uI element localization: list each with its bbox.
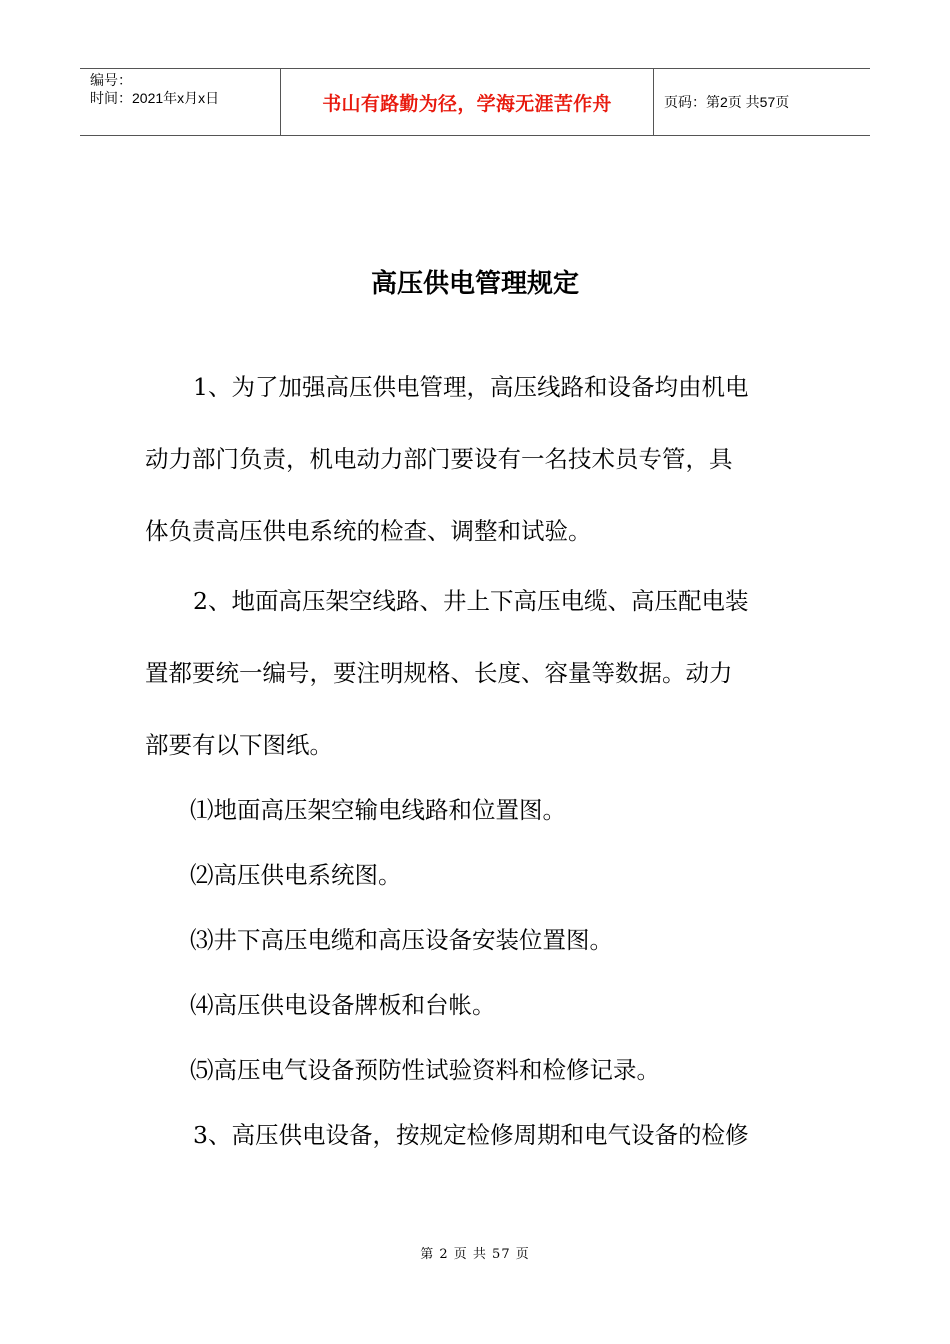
header-page-cell <box>654 69 870 135</box>
body-line: 部要有以下图纸。 <box>145 731 333 759</box>
body-line: 1、为了加强高压供电管理，高压线路和设备均由机电 <box>193 373 749 401</box>
list-item: ⑸高压电气设备预防性试验资料和检修记录。 <box>190 1056 660 1084</box>
body-line: 2、地面高压架空线路、井上下高压电缆、高压配电装 <box>193 587 749 615</box>
header-page-info: 页码：第2页 共57页 <box>664 94 790 110</box>
body-line: 体负责高压供电系统的检查、调整和试验。 <box>145 517 592 545</box>
body-line: 动力部门负责，机电动力部门要设有一名技术员专管，具 <box>145 445 733 473</box>
page-footer: 第 2 页 共 57 页 <box>420 1247 530 1262</box>
body-line: 置都要统一编号，要注明规格、长度、容量等数据。动力 <box>145 659 733 687</box>
document-number-label: 编号： <box>90 72 132 88</box>
page-header <box>80 68 870 136</box>
header-motto-cell <box>281 69 654 135</box>
list-item: ⑵高压供电系统图。 <box>190 861 402 889</box>
body-line: 3、高压供电设备，按规定检修周期和电气设备的检修 <box>193 1121 749 1149</box>
list-item: ⑶井下高压电缆和高压设备安装位置图。 <box>190 926 613 954</box>
document-date-label: 时间：2021年x月x日 <box>90 90 220 106</box>
header-motto: 书山有路勤为径，学海无涯苦作舟 <box>322 92 612 115</box>
list-item: ⑷高压供电设备牌板和台帐。 <box>190 991 496 1019</box>
header-meta-cell <box>80 69 281 135</box>
document-title: 高压供电管理规定 <box>370 269 579 299</box>
list-item: ⑴地面高压架空输电线路和位置图。 <box>190 796 566 824</box>
